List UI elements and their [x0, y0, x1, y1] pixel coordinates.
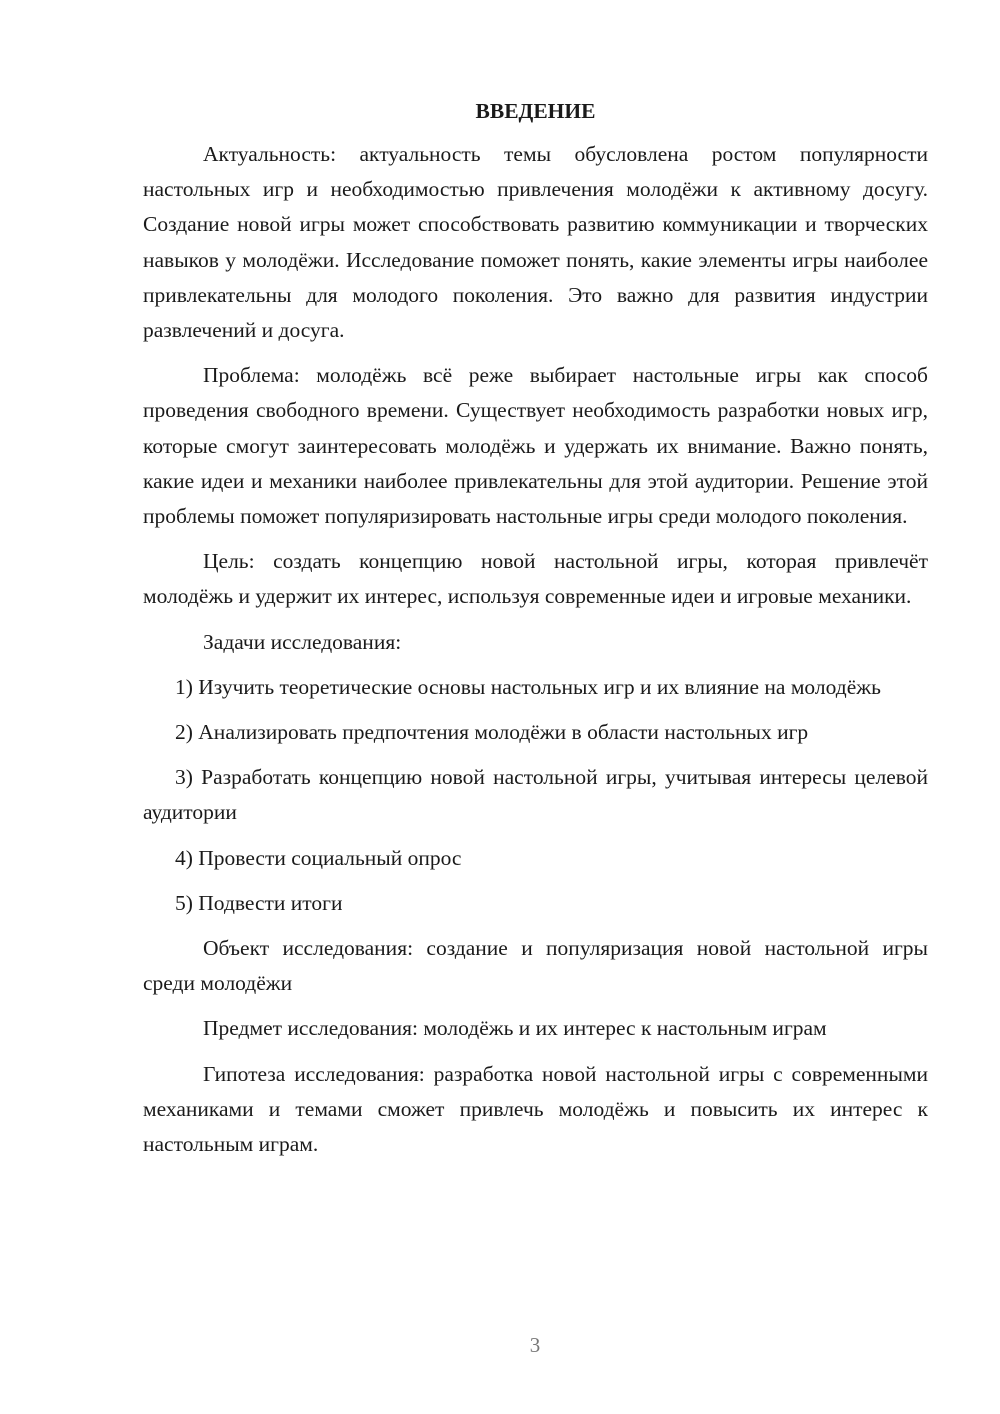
problem-paragraph: Проблема: молодёжь всё реже выбирает настольные игры как способ проведения свободного времени. Существует необходимость разработки новых игр, которые смогут заинтересовать молодёжь и удержать их внимание. Важно понять, какие идеи и механики наиболее привлекательны для этой аудитории. Решение этой проблемы поможет популяризировать настольные игры среди молодого поколения.: [143, 363, 928, 529]
goal-paragraph: Цель: создать концепцию новой настольной игры, которая привлечёт молодёжь и удержит их интерес, используя современные идеи и игровые механики.: [143, 549, 928, 609]
task-item-4: 4) Провести социальный опрос: [175, 845, 462, 870]
page-number: 3: [529, 1333, 541, 1357]
hypothesis-paragraph: Гипотеза исследования: разработка новой настольной игры с современными механиками и темами сможет привлечь молодёжь и повысить их интерес к настольным играм.: [143, 1061, 928, 1157]
task-item-5: 5) Подвести итоги: [175, 890, 343, 915]
page-content: [143, 95, 928, 1172]
task-item-1: 1) Изучить теоретические основы настольных игр и их влияние на молодёжь: [175, 674, 881, 699]
task-item-3: 3) Разработать концепцию новой настольной игры, учитывая интересы целевой аудитории: [143, 765, 928, 825]
tasks-heading: Задачи исследования:: [203, 629, 402, 654]
task-item-2: 2) Анализировать предпочтения молодёжи в области настольных игр: [175, 720, 809, 745]
subject-paragraph: Предмет исследования: молодёжь и их интерес к настольным играм: [203, 1016, 827, 1041]
relevance-paragraph: Актуальность: актуальность темы обусловлена ростом популярности настольных игр и необходимостью привлечения молодёжи к активному досугу. Создание новой игры может способствовать развитию коммуникации и творческих навыков у молодёжи. Исследование поможет понять, какие элементы игры наиболее привлекательны для молодого поколения. Это важно для развития индустрии развлечений и досуга.: [143, 142, 928, 343]
object-paragraph: Объект исследования: создание и популяризация новой настольной игры среди молодёжи: [143, 936, 928, 996]
section-title: ВВЕДЕНИЕ: [475, 99, 596, 123]
